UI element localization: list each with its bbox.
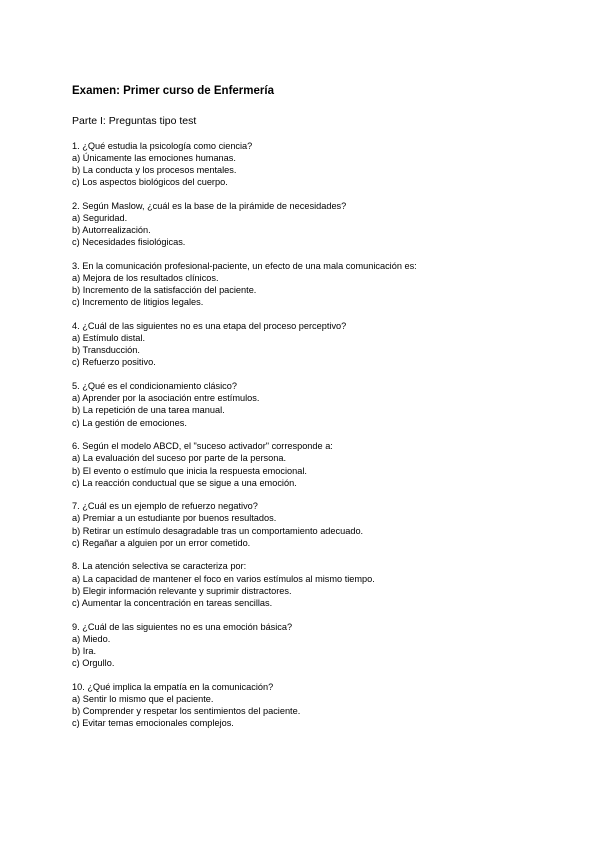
option-c: c) La reacción conductual que se sigue a una emoción. xyxy=(72,477,297,488)
option-b: b) Retirar un estímulo desagradable tras un comportamiento adecuado. xyxy=(72,525,364,536)
question-9 xyxy=(72,621,572,669)
question-text: 10. ¿Qué implica la empatía en la comunicación? xyxy=(72,681,274,692)
option-a: a) Únicamente las emociones humanas. xyxy=(72,153,236,164)
question-text: 6. Según el modelo ABCD, el "suceso activador" corresponde a: xyxy=(72,441,333,452)
option-a: a) La capacidad de mantener el foco en varios estímulos al mismo tiempo. xyxy=(72,573,375,584)
question-text: 4. ¿Cuál de las siguientes no es una etapa del proceso perceptivo? xyxy=(72,321,347,332)
option-a: a) La evaluación del suceso por parte de la persona. xyxy=(72,453,287,464)
exam-page xyxy=(72,84,572,741)
option-a: a) Premiar a un estudiante por buenos resultados. xyxy=(72,513,277,524)
question-1 xyxy=(72,140,572,188)
question-8 xyxy=(72,560,572,608)
option-b: b) Autorrealización. xyxy=(72,225,151,236)
option-c: c) Refuerzo positivo. xyxy=(72,357,156,368)
option-b: b) Ira. xyxy=(72,645,96,656)
option-c: c) Regañar a alguien por un error cometido. xyxy=(72,537,251,548)
option-c: c) Aumentar la concentración en tareas sencillas. xyxy=(72,597,273,608)
option-b: b) Transducción. xyxy=(72,345,140,356)
question-6 xyxy=(72,440,572,488)
question-text: 7. ¿Cuál es un ejemplo de refuerzo negativo? xyxy=(72,501,258,512)
question-2 xyxy=(72,200,572,248)
option-a: a) Aprender por la asociación entre estímulos. xyxy=(72,393,260,404)
option-c: c) Los aspectos biológicos del cuerpo. xyxy=(72,177,228,188)
option-a: a) Mejora de los resultados clínicos. xyxy=(72,273,219,284)
option-c: c) Evitar temas emocionales complejos. xyxy=(72,717,234,728)
question-text: 2. Según Maslow, ¿cuál es la base de la pirámide de necesidades? xyxy=(72,201,347,212)
option-b: b) Comprender y respetar los sentimientos del paciente. xyxy=(72,705,301,716)
question-text: 8. La atención selectiva se caracteriza por: xyxy=(72,561,247,572)
question-text: 3. En la comunicación profesional-paciente, un efecto de una mala comunicación es: xyxy=(72,261,417,272)
option-c: c) Orgullo. xyxy=(72,657,115,668)
option-a: a) Estímulo distal. xyxy=(72,333,146,344)
question-text: 5. ¿Qué es el condicionamiento clásico? xyxy=(72,381,237,392)
question-text: 9. ¿Cuál de las siguientes no es una emoción básica? xyxy=(72,621,293,632)
question-5 xyxy=(72,380,572,428)
option-b: b) La conducta y los procesos mentales. xyxy=(72,165,237,176)
exam-title: Examen: Primer curso de Enfermería xyxy=(72,85,274,97)
question-7 xyxy=(72,500,572,548)
option-a: a) Miedo. xyxy=(72,633,111,644)
option-b: b) Elegir información relevante y suprimir distractores. xyxy=(72,585,292,596)
option-c: c) La gestión de emociones. xyxy=(72,417,187,428)
option-a: a) Seguridad. xyxy=(72,213,128,224)
option-b: b) La repetición de una tarea manual. xyxy=(72,405,225,416)
option-b: b) Incremento de la satisfacción del paciente. xyxy=(72,285,257,296)
question-10 xyxy=(72,681,572,729)
section-heading: Parte I: Preguntas tipo test xyxy=(72,115,197,127)
question-3 xyxy=(72,260,572,308)
option-c: c) Necesidades fisiológicas. xyxy=(72,237,186,248)
question-list xyxy=(72,140,572,729)
option-b: b) El evento o estímulo que inicia la respuesta emocional. xyxy=(72,465,307,476)
option-a: a) Sentir lo mismo que el paciente. xyxy=(72,693,214,704)
question-text: 1. ¿Qué estudia la psicología como ciencia? xyxy=(72,141,253,151)
question-4 xyxy=(72,320,572,368)
option-c: c) Incremento de litigios legales. xyxy=(72,297,204,308)
